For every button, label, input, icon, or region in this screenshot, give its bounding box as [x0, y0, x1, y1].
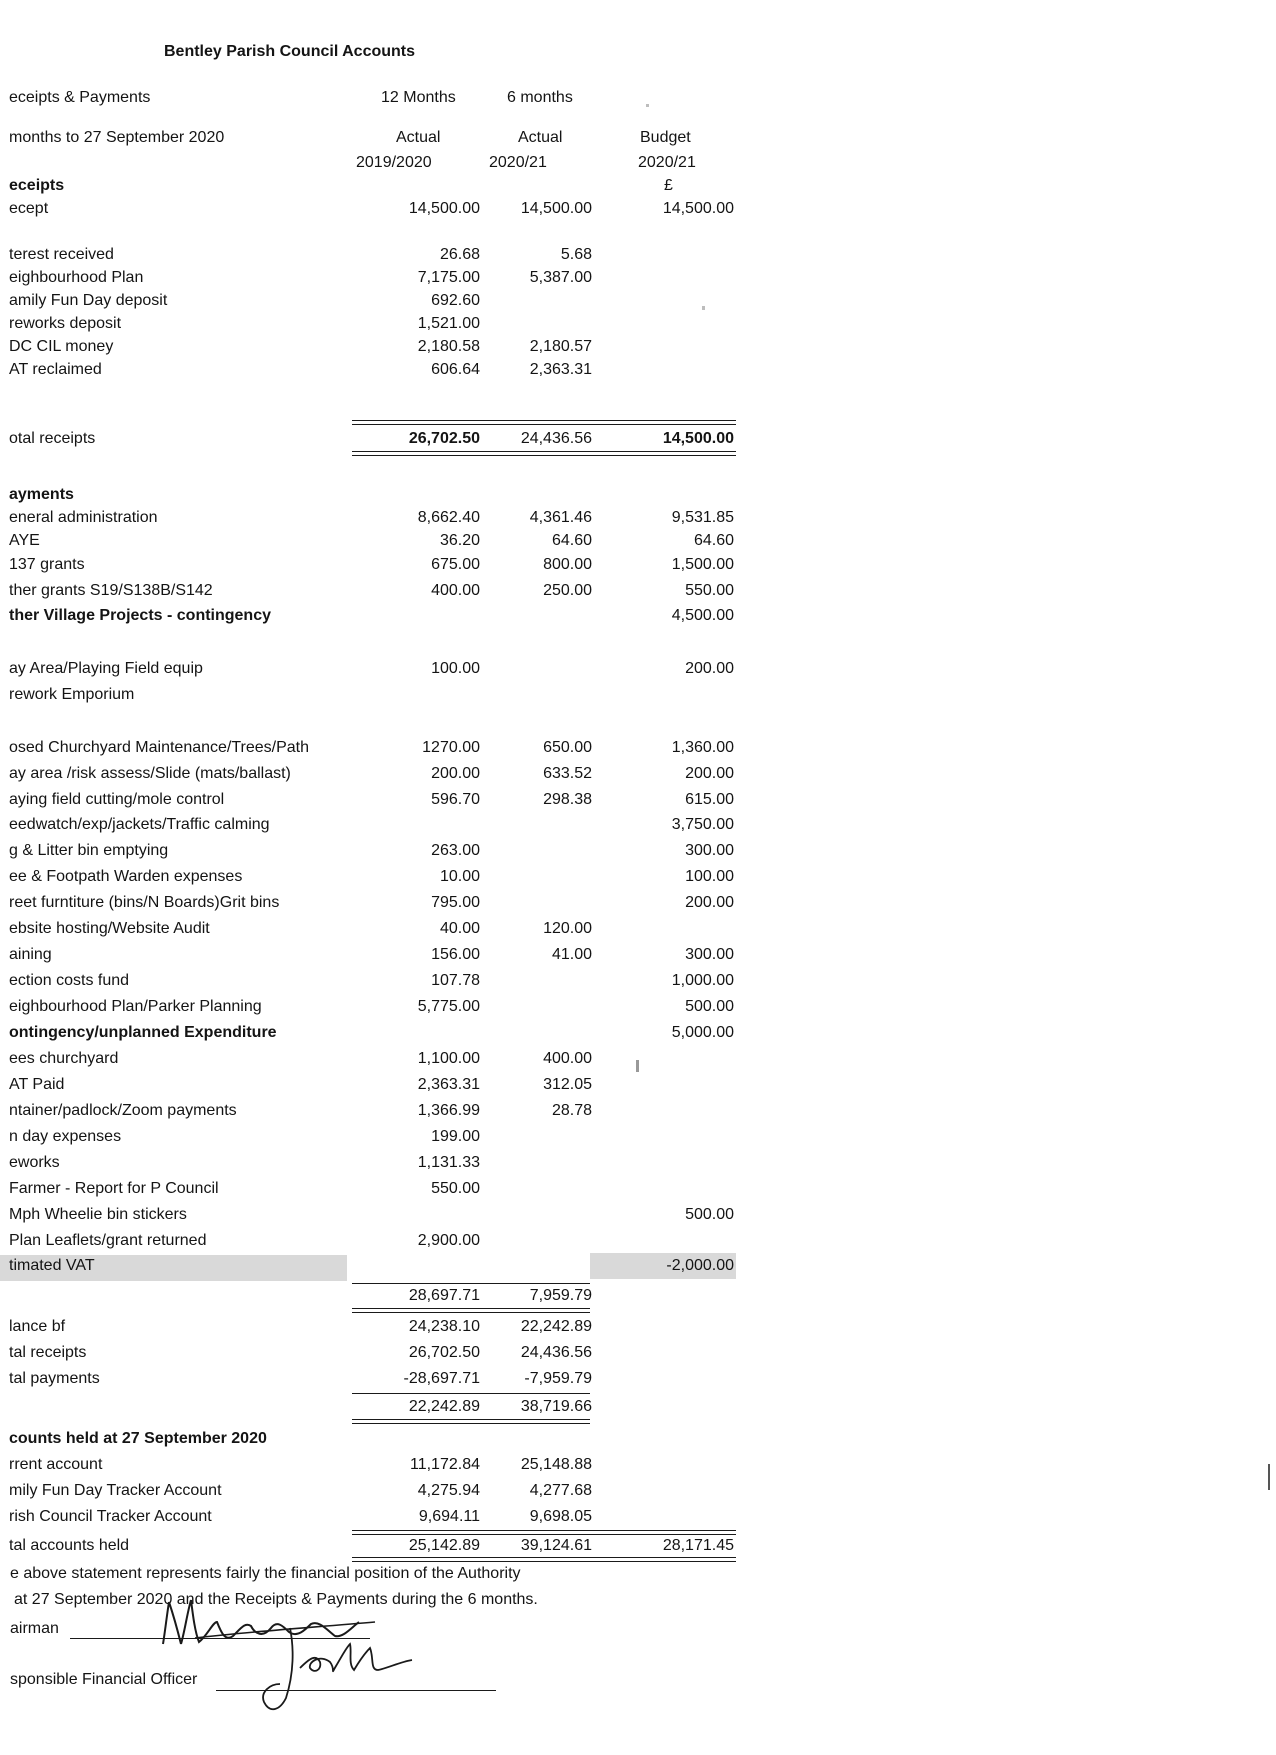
row-label: ebsite hosting/Website Audit [9, 920, 210, 937]
col1-top-header: 12 Months [381, 89, 456, 106]
receipt-row [0, 338, 760, 362]
budget-value: 1,000.00 [671, 972, 734, 989]
actual-2020-value: 9,698.05 [529, 1508, 592, 1525]
row-label: ay area /risk assess/Slide (mats/ballast) [9, 765, 291, 782]
payment-row [0, 1102, 760, 1126]
actual-2019-value: 7,175.00 [417, 269, 480, 286]
actual-2019-value: 2,900.00 [417, 1232, 480, 1249]
actual-2020-value: 4,277.68 [529, 1482, 592, 1499]
payment-row [0, 1076, 760, 1100]
actual-2019-value: 9,694.11 [418, 1508, 480, 1525]
budget-value: 5,000.00 [671, 1024, 734, 1041]
payment-row [0, 920, 760, 944]
actual-2019-value: 4,275.94 [417, 1482, 480, 1499]
actual-2019-value: 11,172.84 [410, 1456, 480, 1473]
budget-value: 200.00 [685, 894, 734, 911]
row-label: eworks [9, 1154, 60, 1171]
actual-2019-value: 1,366.99 [417, 1102, 480, 1119]
actual-2019-value: 606.64 [431, 361, 480, 378]
row-label: ees churchyard [9, 1050, 119, 1067]
row-label: g & Litter bin emptying [9, 842, 169, 859]
row-label: 137 grants [9, 556, 85, 573]
row-label: timated VAT [9, 1257, 95, 1274]
row-label: tal accounts held [9, 1537, 130, 1554]
payment-row [0, 509, 760, 533]
actual-2020-value: 633.52 [543, 765, 592, 782]
actual-2019-value: 26.68 [439, 246, 480, 263]
row-label: mily Fun Day Tracker Account [9, 1482, 222, 1499]
payment-row [0, 660, 760, 684]
accounts-total-rule-bottom [352, 1557, 736, 1558]
balance-row [0, 1318, 760, 1342]
payment-row [0, 1050, 760, 1074]
payments-total-rule-top [352, 1283, 590, 1284]
accounts-total-2020: 39,124.61 [520, 1537, 592, 1554]
receipts-total-rule-bottom [352, 451, 736, 452]
document-title: Bentley Parish Council Accounts [164, 43, 416, 60]
row-label: ecept [9, 200, 49, 217]
payments-total-rule-bottom-double [352, 1312, 590, 1313]
scan-speck [646, 104, 649, 107]
actual-2020-value: 250.00 [543, 582, 592, 599]
row-label: AT reclaimed [9, 361, 102, 378]
row-label: n day expenses [9, 1128, 122, 1145]
account-row [0, 1508, 760, 1532]
col2-top-header: 6 months [507, 89, 573, 106]
row-label: tal receipts [9, 1344, 87, 1361]
payment-row [0, 998, 760, 1022]
payments-heading-label: ayments [9, 486, 74, 503]
actual-2020-value: 650.00 [543, 739, 592, 756]
payments-heading [0, 486, 760, 510]
budget-value: 14,500.00 [662, 200, 734, 217]
receipt-row [0, 200, 760, 224]
row-label: ntainer/padlock/Zoom payments [9, 1102, 237, 1119]
row-label: AT Paid [9, 1076, 65, 1093]
payment-row [0, 1206, 760, 1230]
actual-2020-value: -7,959.79 [524, 1370, 592, 1387]
actual-2019-value: 263.00 [431, 842, 480, 859]
row-label: ee & Footpath Warden expenses [9, 868, 243, 885]
payment-row [0, 739, 760, 763]
actual-2020-value: 2,363.31 [529, 361, 592, 378]
actual-2019-value: 36.20 [439, 532, 480, 549]
payments-total-rule-bottom [352, 1308, 590, 1309]
accounts-total-rule-top [352, 1530, 736, 1531]
actual-2019-value: 1,131.33 [417, 1154, 480, 1171]
rfo-signature [250, 1618, 420, 1718]
row-label: reworks deposit [9, 315, 122, 332]
report-name: eceipts & Payments [9, 89, 151, 106]
balance-total-rule-bottom-double [352, 1423, 590, 1424]
actual-2019-value: 107.78 [431, 972, 480, 989]
budget-value: 100.00 [685, 868, 734, 885]
actual-2019-value: 8,662.40 [417, 509, 480, 526]
balance-row [0, 1370, 760, 1394]
receipt-row [0, 269, 760, 293]
budget-value: 300.00 [685, 946, 734, 963]
receipts-total-budget: 14,500.00 [662, 430, 734, 447]
row-label: Farmer - Report for P Council [9, 1180, 219, 1197]
col1-label: Actual [396, 129, 441, 146]
receipts-total-rule-top [352, 420, 736, 421]
scan-speck [636, 1060, 639, 1072]
budget-value: 1,500.00 [671, 556, 734, 573]
receipts-heading [0, 177, 760, 201]
chairman-label: airman [10, 1620, 59, 1637]
receipt-row [0, 246, 760, 270]
actual-2020-value: 25,148.88 [520, 1456, 592, 1473]
row-label: lance bf [9, 1318, 66, 1335]
actual-2019-value: 1,100.00 [417, 1050, 480, 1067]
actual-2019-value: 40.00 [439, 920, 480, 937]
actual-2019-value: 675.00 [431, 556, 480, 573]
payment-row [0, 1154, 760, 1178]
payment-row [0, 1128, 760, 1152]
col3-year: 2020/21 [638, 154, 696, 171]
report-period: months to 27 September 2020 [9, 129, 225, 146]
actual-2020-value: 5,387.00 [529, 269, 592, 286]
row-label: terest received [9, 246, 114, 263]
row-label: AYE [9, 532, 40, 549]
account-row [0, 1482, 760, 1506]
actual-2019-value: 550.00 [431, 1180, 480, 1197]
actual-2020-value: 2,180.57 [529, 338, 592, 355]
row-label: eedwatch/exp/jackets/Traffic calming [9, 816, 270, 833]
actual-2019-value: 26,702.50 [408, 1344, 480, 1361]
actual-2020-value: 64.60 [551, 532, 592, 549]
row-label: osed Churchyard Maintenance/Trees/Path [9, 739, 310, 756]
accounts-total-rule-top-double [352, 1534, 736, 1535]
payment-row [0, 556, 760, 580]
payment-row [0, 532, 760, 556]
payment-row [0, 868, 760, 892]
row-label: reet furntiture (bins/N Boards)Grit bins [9, 894, 280, 911]
budget-value: 1,360.00 [671, 739, 734, 756]
balance-total-rule-top [352, 1393, 590, 1394]
accounts-heading [0, 1430, 760, 1454]
statement-line-2: at 27 September 2020 and the Receipts & Payments during the 6 months. [14, 1591, 538, 1608]
row-label: amily Fun Day deposit [9, 292, 168, 309]
statement-line-1: e above statement represents fairly the financial position of the Authority [10, 1565, 521, 1582]
payment-row [0, 1180, 760, 1204]
payment-row [0, 972, 760, 996]
rfo-label: sponsible Financial Officer [10, 1671, 198, 1688]
payment-row [0, 1257, 760, 1281]
budget-value: 200.00 [685, 765, 734, 782]
actual-2020-value: 800.00 [543, 556, 592, 573]
accounts-total-2019: 25,142.89 [408, 1537, 480, 1554]
col3-label: Budget [640, 129, 691, 146]
budget-value: 300.00 [685, 842, 734, 859]
col2-label: Actual [518, 129, 563, 146]
receipts-heading-label: eceipts [9, 177, 65, 194]
actual-2019-value: 24,238.10 [408, 1318, 480, 1335]
receipts-total-2020: 24,436.56 [520, 430, 592, 447]
row-label: rrent account [9, 1456, 103, 1473]
payment-row [0, 816, 760, 840]
payment-row [0, 894, 760, 918]
row-label: rish Council Tracker Account [9, 1508, 212, 1525]
scan-speck [1268, 1464, 1270, 1490]
receipt-row [0, 292, 760, 316]
row-label: Plan Leaflets/grant returned [9, 1232, 207, 1249]
payment-row [0, 946, 760, 970]
scan-speck [702, 306, 705, 310]
balance-total-2020: 38,719.66 [520, 1398, 592, 1415]
col2-year: 2020/21 [489, 154, 547, 171]
row-label: ection costs fund [9, 972, 130, 989]
currency-symbol: £ [664, 177, 673, 194]
row-label: ther grants S19/S138B/S142 [9, 582, 213, 599]
receipts-total-2019: 26,702.50 [408, 430, 480, 447]
actual-2019-value: 795.00 [431, 894, 480, 911]
actual-2019-value: 156.00 [431, 946, 480, 963]
budget-value: 3,750.00 [671, 816, 734, 833]
row-label: DC CIL money [9, 338, 114, 355]
payment-row [0, 791, 760, 815]
receipts-total-rule-bottom-double [352, 455, 736, 456]
budget-value: 200.00 [685, 660, 734, 677]
actual-2019-value: 692.60 [431, 292, 480, 309]
actual-2020-value: 298.38 [543, 791, 592, 808]
row-label: ontingency/unplanned Expenditure [9, 1024, 277, 1041]
actual-2020-value: 24,436.56 [520, 1344, 592, 1361]
actual-2020-value: 28.78 [551, 1102, 592, 1119]
accounts-total-budget: 28,171.45 [662, 1537, 734, 1554]
actual-2020-value: 120.00 [543, 920, 592, 937]
budget-value: 4,500.00 [671, 607, 734, 624]
actual-2019-value: 14,500.00 [408, 200, 480, 217]
budget-value: -2,000.00 [666, 1257, 734, 1274]
payments-total-2019: 28,697.71 [408, 1287, 480, 1304]
balance-total-2019: 22,242.89 [408, 1398, 480, 1415]
payment-row [0, 582, 760, 606]
actual-2019-value: 2,363.31 [417, 1076, 480, 1093]
actual-2019-value: 400.00 [431, 582, 480, 599]
row-label: tal payments [9, 1370, 100, 1387]
payment-row [0, 1024, 760, 1048]
budget-value: 500.00 [685, 1206, 734, 1223]
receipt-row [0, 361, 760, 385]
row-label: rework Emporium [9, 686, 135, 703]
budget-value: 615.00 [685, 791, 734, 808]
actual-2020-value: 312.05 [543, 1076, 592, 1093]
row-label: ther Village Projects - contingency [9, 607, 271, 624]
accounts-heading-label: counts held at 27 September 2020 [9, 1430, 267, 1447]
actual-2020-value: 41.00 [551, 946, 592, 963]
actual-2019-value: 10.00 [439, 868, 480, 885]
payments-total-2020: 7,959.79 [529, 1287, 592, 1304]
actual-2019-value: 5,775.00 [417, 998, 480, 1015]
row-label: Mph Wheelie bin stickers [9, 1206, 187, 1223]
actual-2019-value: 200.00 [431, 765, 480, 782]
row-label: ay Area/Playing Field equip [9, 660, 203, 677]
col1-year: 2019/2020 [356, 154, 432, 171]
actual-2020-value: 4,361.46 [529, 509, 592, 526]
budget-value: 550.00 [685, 582, 734, 599]
receipt-row [0, 315, 760, 339]
actual-2020-value: 22,242.89 [520, 1318, 592, 1335]
actual-2019-value: 1,521.00 [417, 315, 480, 332]
actual-2019-value: 2,180.58 [417, 338, 480, 355]
actual-2020-value: 5.68 [560, 246, 592, 263]
row-label: eneral administration [9, 509, 158, 526]
actual-2019-value: 100.00 [431, 660, 480, 677]
account-row [0, 1456, 760, 1480]
row-label: aining [9, 946, 52, 963]
row-label: otal receipts [9, 430, 96, 447]
payment-row [0, 842, 760, 866]
accounts-total-rule-bottom-double [352, 1561, 736, 1562]
row-label: aying field cutting/mole control [9, 791, 225, 808]
actual-2019-value: 596.70 [431, 791, 480, 808]
actual-2019-value: -28,697.71 [403, 1370, 480, 1387]
actual-2019-value: 1270.00 [422, 739, 480, 756]
actual-2019-value: 199.00 [431, 1128, 480, 1145]
payment-row [0, 607, 760, 631]
row-label: eighbourhood Plan [9, 269, 144, 286]
balance-row [0, 1344, 760, 1368]
payment-row [0, 765, 760, 789]
budget-value: 9,531.85 [671, 509, 734, 526]
row-label: eighbourhood Plan/Parker Planning [9, 998, 262, 1015]
budget-value: 500.00 [685, 998, 734, 1015]
budget-value: 64.60 [693, 532, 734, 549]
actual-2020-value: 14,500.00 [520, 200, 592, 217]
balance-total-rule-bottom [352, 1419, 590, 1420]
payment-row [0, 686, 760, 710]
actual-2020-value: 400.00 [543, 1050, 592, 1067]
receipts-total-rule-top-double [352, 424, 736, 425]
